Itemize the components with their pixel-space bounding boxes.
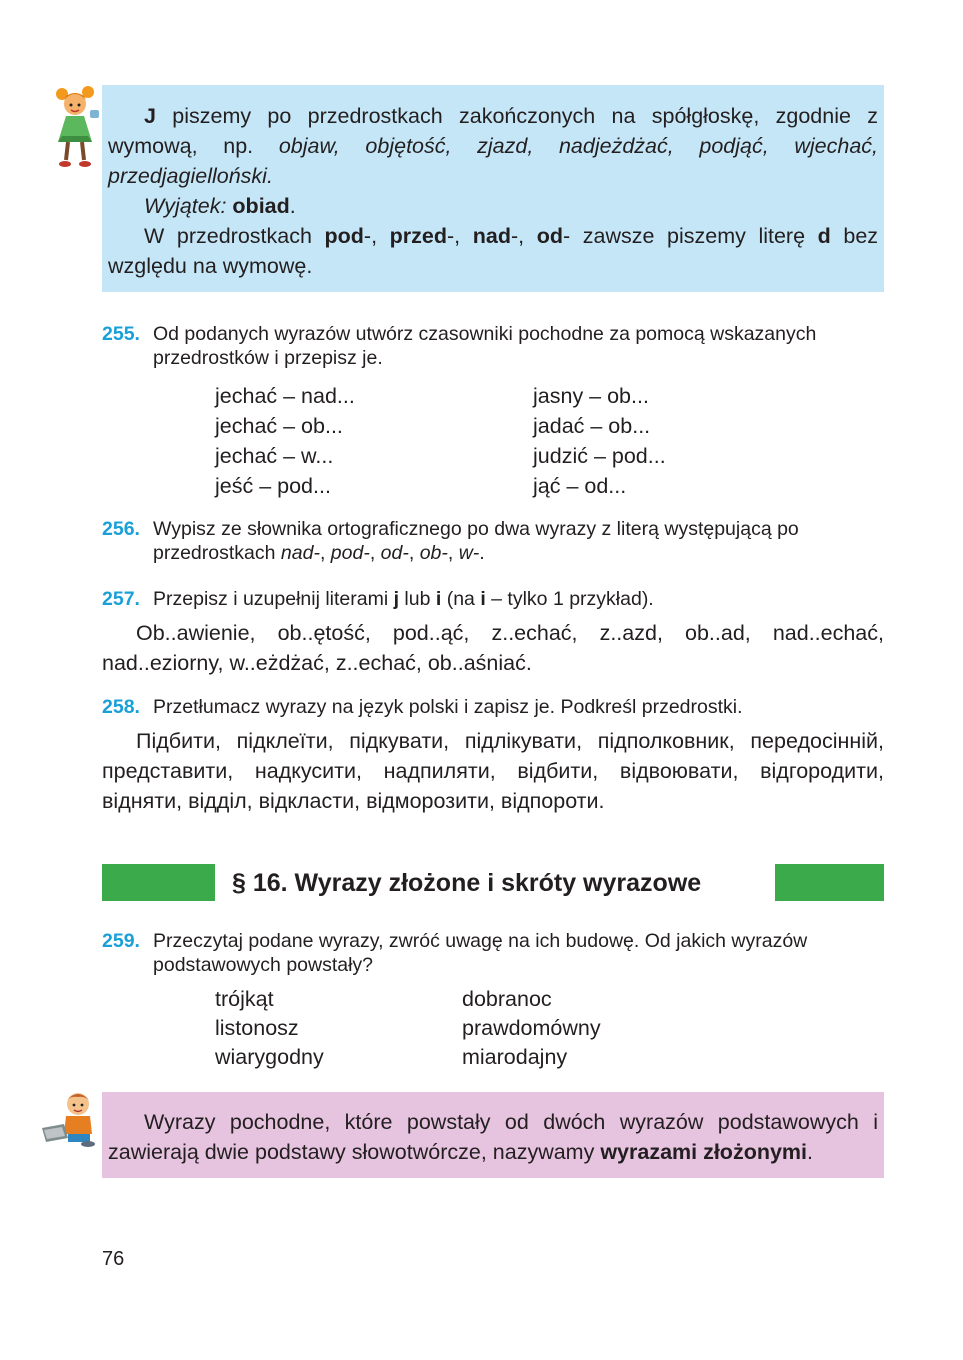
word-item: dobranoc [462,987,552,1011]
exception-word: obiad [232,194,290,218]
exercise-body-text: Підбити, підклеїти, підкувати, підлікувати, підполковник, передосінній, представити, надкусити, надпиляти, відбити, відвоювати, відгородити, відняти, відділ, відкласти, відморозити, відпороти. [102,729,884,813]
exercise-255 [102,322,884,370]
prefix-przed: przed [389,224,447,248]
word-item: jadać – ob... [533,414,651,438]
exercise-259 [102,929,884,977]
rule-paragraph-3 [108,221,878,281]
letter-j: j [393,588,400,610]
rule-text: bez względu na wymowę. [108,224,879,278]
word-item: miarodajny [462,1045,568,1069]
punct: , [369,542,381,564]
exercise-258-body [102,726,884,816]
exercise-258 [102,695,884,719]
page-number: 76 [102,1248,125,1270]
exercise-body-text: Ob..awienie, ob..ętość, pod..ąć, z..echać, z..azd, ob..ad, nad..echać, nad..eziorny, w..eżdżać, z..echać, ob..aśniać. [102,621,884,675]
word-item: wiarygodny [215,1045,324,1069]
exercise-instruction [102,587,884,611]
punct: . [807,1140,813,1164]
word-item: prawdomówny [462,1016,601,1040]
exercise-256 [102,517,884,565]
rule-text: - zawsze piszemy literę [562,224,818,248]
letter-j: J [144,104,156,128]
rule-paragraph-2 [108,191,878,221]
punct: , [408,542,420,564]
prefix: w- [458,542,480,564]
prefix-pod: pod [324,224,364,248]
exercise-instruction: Przetłumacz wyrazy na język polski i zapisz je. Podkreśl przedrostki. [153,696,743,718]
word-row [215,411,815,441]
rule-text: piszemy po przedrostkach zakończonych na spółgłoskę, zgodnie z wymową, np. [108,104,878,158]
rule-paragraph-1 [108,101,878,191]
instruction-text: lub [399,588,436,610]
prefix-nad: nad [472,224,511,248]
exercise-number: 259. [102,930,140,952]
letter-i: i [435,588,442,610]
punct: , [319,542,331,564]
exercise-instruction: Od podanych wyrazów utwórz czasowniki pochodne za pomocą wskazanych przedrostków i przepisz je. [153,323,817,369]
word-row [215,381,815,411]
exercise-257-body [102,618,884,678]
word-row [215,1014,715,1043]
punct: . [479,542,485,564]
word-item: jąć – od... [533,474,627,498]
exception-label: Wyjątek: [144,194,227,218]
exercise-257 [102,587,884,611]
word-item: jechać – ob... [215,414,343,438]
punct: . [289,194,296,218]
word-item: listonosz [215,1016,299,1040]
heading-bar-right [775,864,884,901]
letter-d: d [817,224,831,248]
instruction-text: (na [441,588,481,610]
prefix: od- [380,542,409,564]
boy-illustration [38,1090,100,1148]
prefix: pod- [330,542,370,564]
exercise-instruction [102,517,884,565]
rule-paragraph [108,1107,878,1167]
instruction-text: Wypisz ze słownika ortograficznego po dwa wyrazy z literą występującą po przedrostkach [153,518,799,564]
exercise-number: 255. [102,323,140,345]
word-item: jechać – nad... [215,384,355,408]
word-list-259 [215,985,715,1072]
rule-box-compound-words [102,1092,884,1178]
word-item: jasny – ob... [533,384,649,408]
word-item: jeść – pod... [215,474,331,498]
section-heading: § 16. Wyrazy złożone i skróty wyrazowe [232,869,702,897]
word-row [215,1043,715,1072]
punct: -, [510,224,537,248]
punct: , [447,542,459,564]
punct: -, [447,224,473,248]
heading-bar-left [102,864,215,901]
rule-box-prefix-j [102,85,884,292]
rule-term: wyrazami złożonymi [600,1140,808,1164]
word-item: trójkąt [215,987,274,1011]
exercise-number: 256. [102,518,140,540]
word-row [215,441,815,471]
word-item: jechać – w... [215,444,334,468]
instruction-text: Przepisz i uzupełnij literami [153,588,394,610]
instruction-text: – tylko 1 przykład). [485,588,654,610]
exercise-number: 258. [102,696,140,718]
girl-illustration [50,84,102,172]
word-row [215,471,815,501]
rule-text: Wyrazy pochodne, które powstały od dwóch wyrazów podstawowych i zawierają dwie podstawy słowotwórcze, nazywamy [108,1110,878,1164]
rule-text: W przedrostkach [144,224,325,248]
rule-examples: objaw, objętość, zjazd, nadjeżdżać, podjąć, wjechać, przedjagielloński. [108,134,878,188]
prefix: nad- [280,542,320,564]
word-list-255 [215,381,815,501]
exercise-instruction: Przeczytaj podane wyrazy, zwróć uwagę na ich budowę. Od jakich wyrazów podstawowych powstały? [153,930,808,976]
word-item: judzić – pod... [533,444,666,468]
letter-i: i [480,588,486,610]
exercise-number: 257. [102,588,140,610]
prefix-od: od [536,224,563,248]
prefix: ob- [419,542,448,564]
punct: -, [363,224,390,248]
word-row [215,985,715,1014]
